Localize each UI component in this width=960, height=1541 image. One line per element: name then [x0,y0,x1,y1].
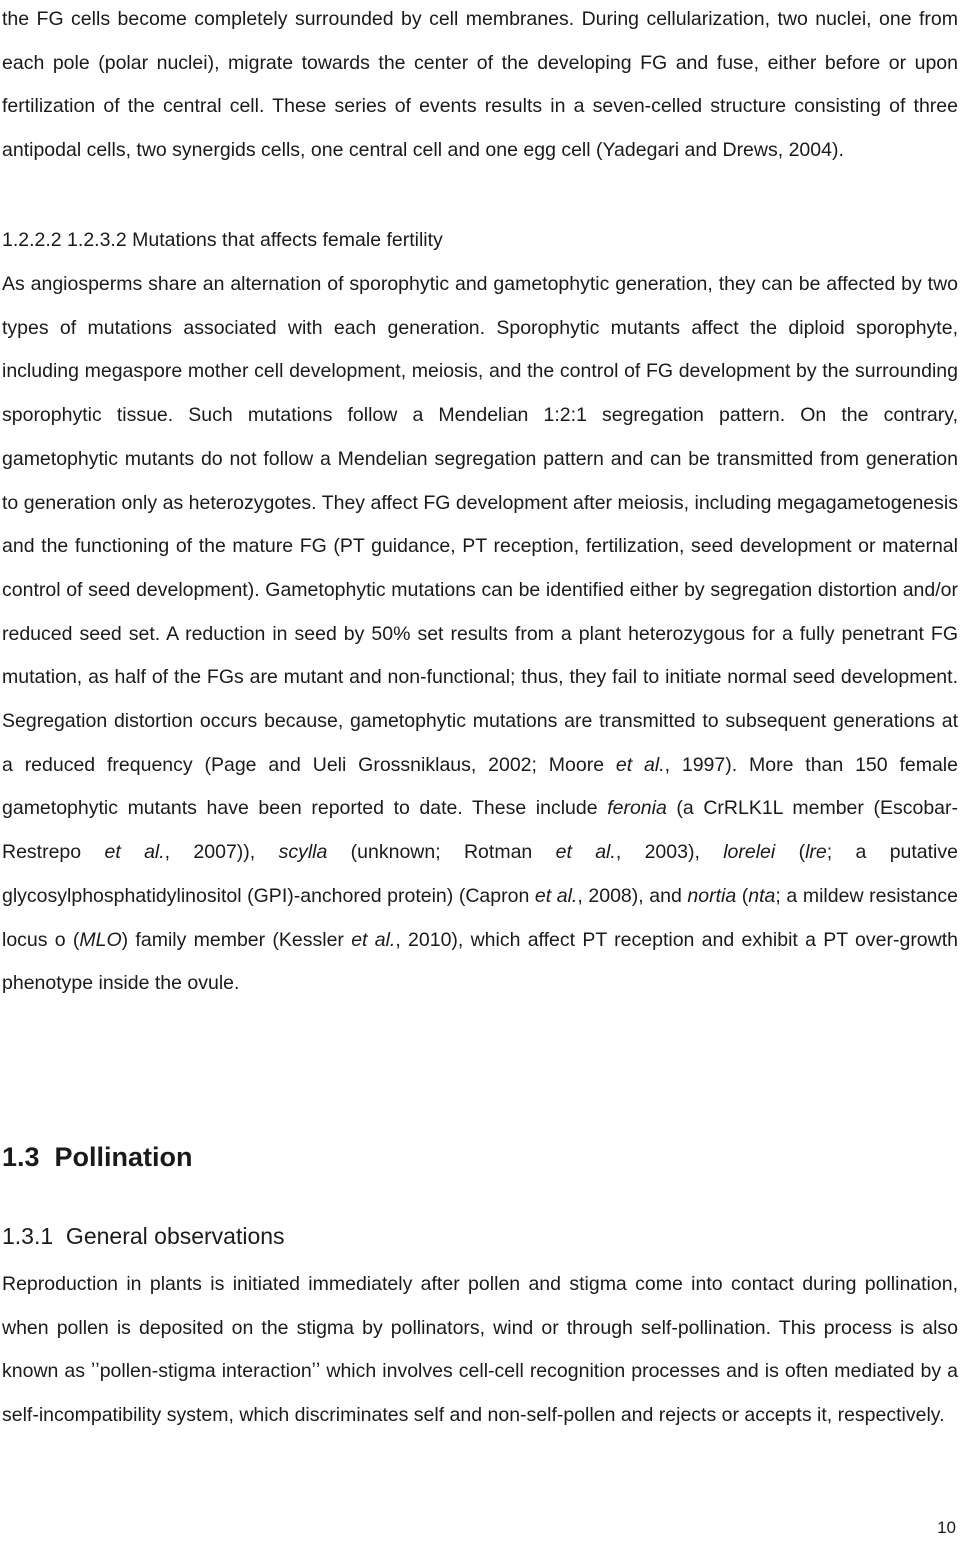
paragraph-pollination: Reproduction in plants is initiated immediately after pollen and stigma come into contact during pollination, when pollen is deposited on the stigma by pollinators, wind or through self-pollination. This process is also known as ʼʼpollen-stigma interactionʼʼ which involves cell-cell recognition processes and is often mediated by a self-incompatibility system, which discriminates self and non-self-pollen and rejects or accepts it, respectively. [2,1273,958,1427]
italic-run: et al. [104,841,165,864]
text-run: , 2010), which affect PT reception and exhibit a PT over-growth phenotype inside the ovule. [2,928,958,995]
text-run: (a CrRLK1L member (Escobar-Restrepo [2,797,959,864]
text-run: ; a putative glycosylphosphatidylinositol (GPI)-anchored protein) (Capron [2,841,958,907]
text-run: ) family member (Kessler [121,928,352,951]
text-run: , 2008), and [577,884,688,907]
subsection-heading: 1.3.1 General observations [2,1223,285,1249]
paragraph-mutations [2,263,958,1006]
italic-run: scylla [278,841,328,864]
subsubsection-heading: 1.2.2.2 1.2.3.2 Mutations that affects female fertility [2,229,443,251]
italic-run: et al. [555,841,616,864]
italic-run: feronia [607,797,667,820]
text-run: , 1997). More than 150 female gametophytic mutants have been reported to date. These include [2,753,958,820]
text-run: , 2003), [615,841,724,864]
text-run: (unknown; Rotman [327,841,556,864]
italic-run: lorelei [723,841,776,864]
section-heading: 1.3 Pollination [2,1142,193,1172]
italic-run: et al. [534,884,578,907]
italic-run: MLO [79,928,122,951]
italic-run: et al. [351,928,396,951]
paragraph-intro: the FG cells become completely surrounded by cell membranes. During cellularization, two nuclei, one from each pole (polar nuclei), migrate towards the center of the developing FG and fuse, either before or upon fertilization of the central cell. These series of events results in a seven-celled structure consisting of three antipodal cells, two synergids cells, one central cell and one egg cell (Yadegari and Drews, 2004). [2,8,958,162]
text-run: , 2007)), [164,841,279,864]
text-run: ; a mildew resistance locus o ( [2,884,958,951]
text-run: ( [736,884,749,907]
italic-run: nta [748,884,776,907]
text-run: As angiosperms share an alternation of sporophytic and gametophytic generation, they can be affected by two types of mutations associated with each generation. Sporophytic mutants affect the diploid sporophyte, including megaspore mother cell development, meiosis, and the control of FG development by the surrounding sporophytic tissue. Such mutations follow a Mendelian 1:2:1 segregation pattern. On the contrary, gametophytic mutants do not follow a Mendelian segregation pattern and can be transmitted from generation to generation only as heterozygotes. They affect FG development after meiosis, including megagametogenesis and the functioning of the mature FG (PT guidance, PT reception, fertilization, seed development or maternal control of seed development). Gametophytic mutations can be identified either by segregation distortion and/or reduced seed set. A reduction in seed by 50% set results from a plant heterozygous for a fully penetrant FG mutation, as half of the FGs are mutant and non-functional; thus, they fail to initiate normal seed development. Segregation distortion occurs because, gametophytic mutations are transmitted to subsequent generations at a reduced frequency (Page and Ueli Grossniklaus, 2002; Moore [2,273,958,776]
italic-run: et al. [615,753,665,776]
italic-run: nortia [687,884,737,907]
page-number: 10 [937,1518,956,1537]
italic-run: lre [805,841,827,864]
text-run: ( [775,841,806,864]
